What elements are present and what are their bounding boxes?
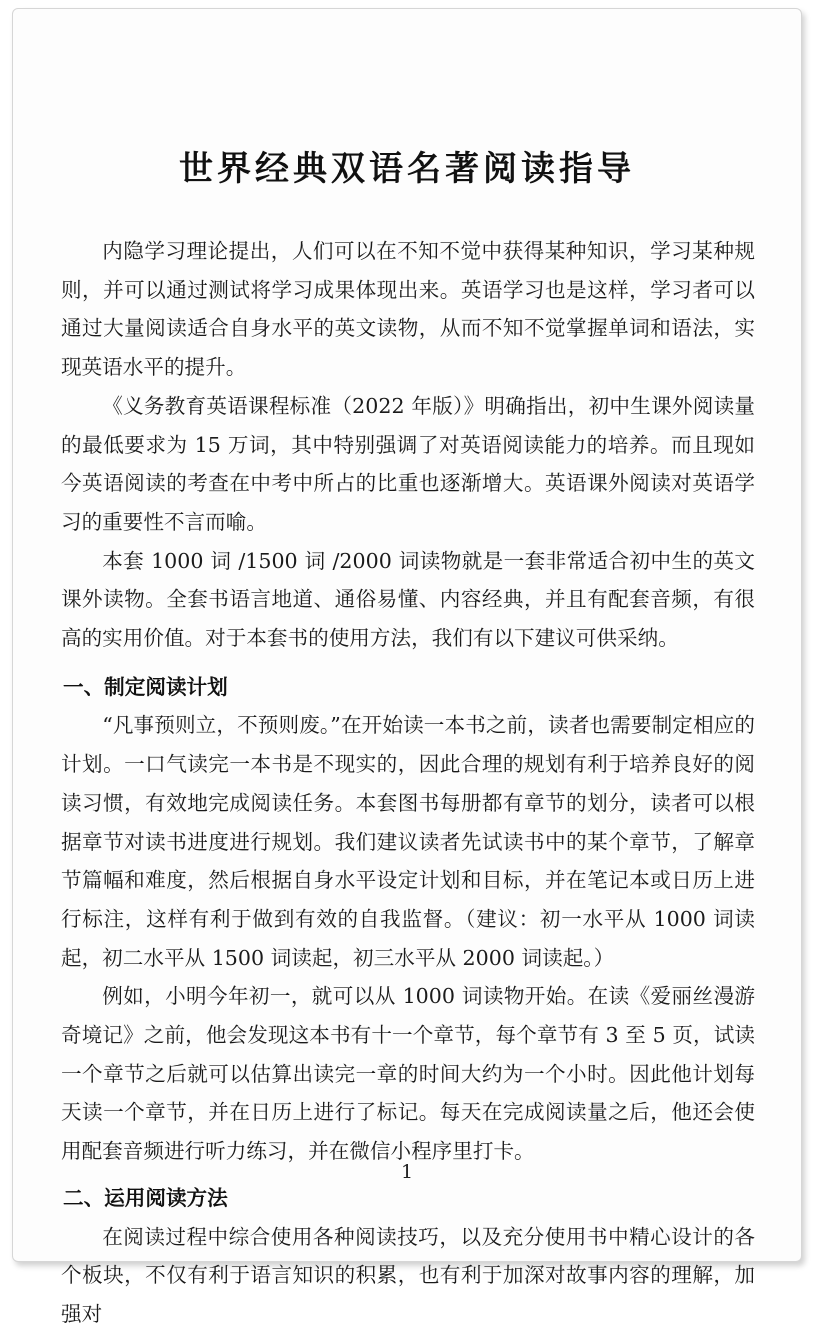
section-heading-reading-plan: 一、制定阅读计划 <box>63 674 228 699</box>
document-page <box>12 8 802 1326</box>
paragraph-reading-methods: 在阅读过程中综合使用各种阅读技巧，以及充分使用书中精心设计的各个板块，不仅有利于语言知识的积累，也有利于加深对故事内容的理解，加强对 <box>61 1224 755 1326</box>
paragraph-series-intro: 本套 1000 词 /1500 词 /2000 词读物就是一套非常适合初中生的英文课外读物。全套书语言地道、通俗易懂、内容经典，并且有配套音频，有很高的实用价值。对于本套书的使用方法，我们有以下建议可供采纳。 <box>61 548 755 651</box>
paragraph-reading-plan: “凡事预则立，不预则废。”在开始读一本书之前，读者也需要制定相应的计划。一口气读完一本书是不现实的，因此合理的规划有利于培养良好的阅读习惯，有效地完成阅读任务。本套图书每册都有章节的划分，读者可以根据章节对读书进度进行规划。我们建议读者先试读书中的某个章节，了解章节篇幅和难度，然后根据自身水平设定计划和目标，并在笔记本或日历上进行标注，这样有利于做到有效的自我监督。（建议：初一水平从 1000 词读起，初二水平从 1500 词读起，初三水平从 2000 词读起。） <box>61 713 755 970</box>
section-heading-reading-methods: 二、运用阅读方法 <box>63 1185 228 1210</box>
page-number: 1 <box>400 1161 414 1183</box>
paragraph-example: 例如，小明今年初一，就可以从 1000 词读物开始。在读《爱丽丝漫游奇境记》之前，他会发现这本书有十一个章节，每个章节有 3 至 5 页，试读一个章节之后就可以估算出读完一章的时间大约为一个小时。因此他计划每天读一个章节，并在日历上进行了标记。每天在完成阅读量之后，他还会使用配套音频进行听力练习，并在微信小程序里打卡。 <box>61 984 755 1164</box>
paragraph-implicit-learning: 内隐学习理论提出，人们可以在不知不觉中获得某种知识，学习某种规则，并可以通过测试将学习成果体现出来。英语学习也是这样，学习者可以通过大量阅读适合自身水平的英文读物，从而不知不觉掌握单词和语法，实现英语水平的提升。 <box>61 239 755 380</box>
paragraph-curriculum-standard: 《义务教育英语课程标准（2022 年版）》明确指出，初中生课外阅读量的最低要求为 15 万词，其中特别强调了对英语阅读能力的培养。而且现如今英语阅读的考查在中考中所占的比重也逐渐增大。英语课外阅读对英语学习的重要性不言而喻。 <box>61 393 755 534</box>
document-title: 世界经典双语名著阅读指导 <box>179 149 635 189</box>
